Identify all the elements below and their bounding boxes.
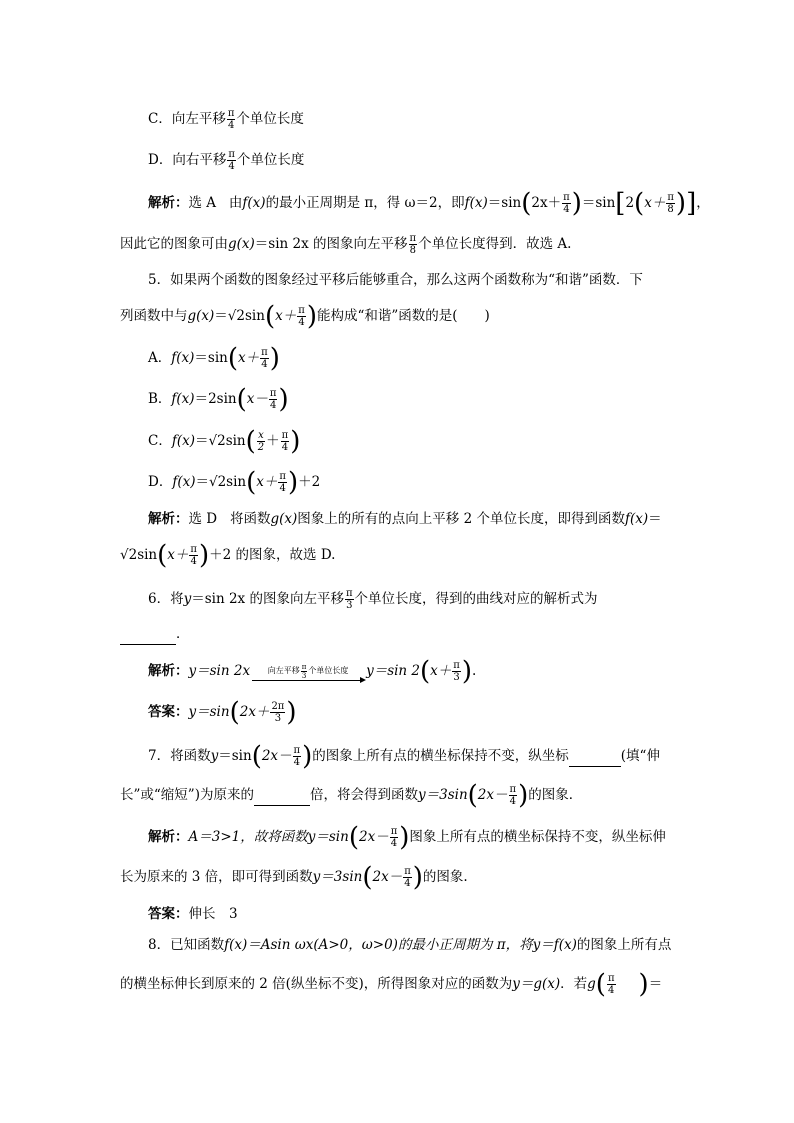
q6-stem-line1: 6．将y＝sin 2x 的图象向左平移 $\frac{\pi}{3}$ 个单位长度，得到的曲线对应的解析式为	[148, 588, 598, 611]
q7-blank-2[interactable]	[254, 785, 310, 806]
q4-option-d: D．向右平移 $\frac{\pi}{4}$ 个单位长度	[148, 149, 305, 172]
q5-stem-line1: 5．如果两个函数的图象经过平移后能够重合，那么这两个函数称为“和谐”函数．下	[148, 272, 643, 288]
q5-option-b: B．f(x)＝2sin(x－ $\frac{\pi}{4}$ )	[148, 384, 289, 415]
q7-stem-line1: 7．将函数y＝sin(2x－ $\frac{\pi}{4}$ )的图象上所有点的横坐标保持不变，纵坐标 (填“伸	[148, 741, 660, 772]
q7-analysis-line1: 解析：A＝3>1，故将函数y＝sin(2x－ $\frac{\pi}{4}$ )图象上所有点的横坐标保持不变，纵坐标伸	[148, 822, 666, 853]
q5-analysis-line1: 解析：选 D 将函数g(x)图象上的所有的点向上平移 2 个单位长度，即得到函数f(x)＝	[148, 511, 662, 527]
q5-stem-line2: 列函数中与g(x)＝√2sin(x＋ $\frac{\pi}{4}$ )能构成“和谐”函数的是( )	[120, 301, 490, 332]
q4-option-c: C．向左平移 $\frac{\pi}{4}$ 个单位长度	[148, 108, 304, 131]
q6-answer-blank[interactable]	[120, 624, 176, 645]
q4-analysis-line2: 因此它的图象可由g(x)＝sin 2x 的图象向左平移 $\frac{\pi}{8}$ 个单位长度得到．故选 A.	[120, 233, 572, 256]
transform-arrow: 向左平移 $\frac{\pi}{3}$ 个单位长度	[252, 663, 364, 681]
q6-answer: 答案：y＝sin(2x＋ $\frac{2\pi}{3}$ )	[148, 697, 297, 728]
q6-analysis: 解析：y＝sin 2x 向左平移 $\frac{\pi}{3}$ 个单位长度 y＝sin 2(x＋ $\frac{\pi}{3}$ ).	[148, 656, 477, 687]
q8-stem-line1: 8．已知函数f(x)＝Asin ωx(A>0，ω>0)的最小正周期为 π，将y＝f(x)的图象上所有点	[148, 937, 672, 953]
q8-stem-line2: 的横坐标伸长到原来的 2 倍(纵坐标不变)，所得图象对应的函数为y＝g(x)．若g( $\frac{\pi}{4}$ )＝	[120, 969, 663, 1000]
q7-answer: 答案：伸长 3	[148, 906, 238, 922]
q5-option-c: C．f(x)＝√2sin( $\frac{x}{2}$ ＋ $\frac{\pi}{4}$ )	[148, 426, 301, 457]
q7-blank-1[interactable]	[569, 746, 621, 767]
q7-analysis-line2: 长为原来的 3 倍，即可得到函数y＝3sin(2x－ $\frac{\pi}{4}$ )的图象.	[120, 862, 468, 893]
q5-analysis-line2: √2sin(x＋ $\frac{\pi}{4}$ )＋2 的图象，故选 D.	[120, 540, 336, 571]
q5-option-d: D．f(x)＝√2sin(x＋ $\frac{\pi}{4}$ )＋2	[148, 467, 321, 498]
q6-stem-line2: ．	[120, 624, 190, 645]
q5-option-a: A．f(x)＝sin(x＋ $\frac{\pi}{4}$ )	[148, 343, 280, 374]
q7-stem-line2: 长”或“缩短”)为原来的 倍，将会得到函数y＝3sin(2x－ $\frac{\pi}{4}$ )的图象．	[120, 780, 583, 811]
q4-analysis-line1: 解析：选 A 由f(x)的最小正周期是 π，得 ω＝2，即f(x)＝sin(2x＋ $\frac{\pi}{4}$ )＝sin[2(x＋ $\frac{\pi}{8}$ )]，	[148, 188, 710, 219]
